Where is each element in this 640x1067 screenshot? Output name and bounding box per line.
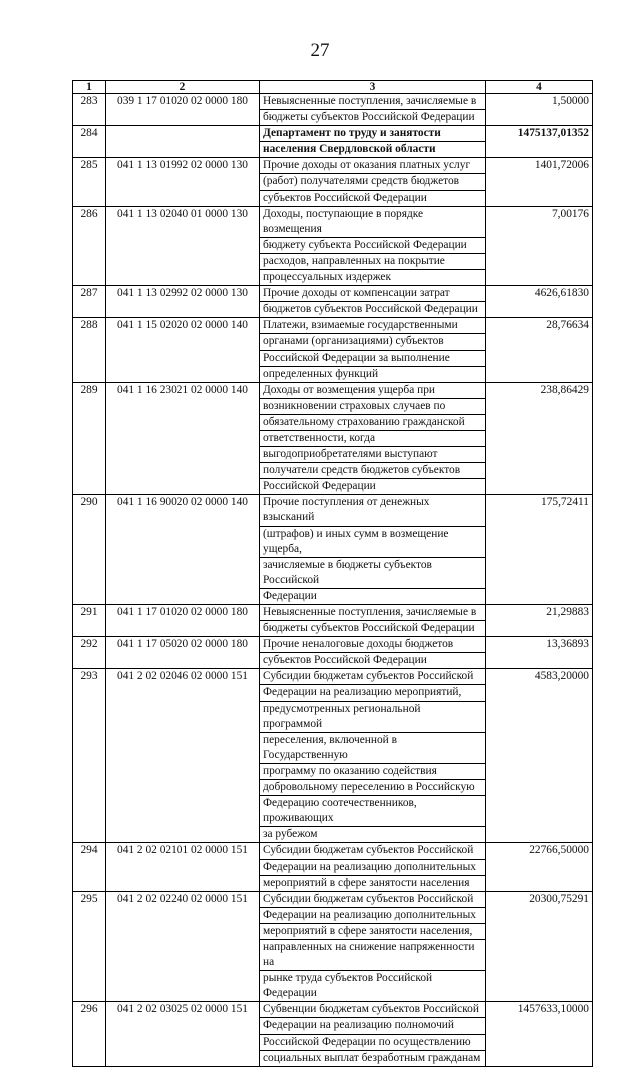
description-line: Доходы, поступающие в порядке возмещения [260, 207, 485, 238]
description-line: бюджеты субъектов Российской Федерации [263, 622, 475, 635]
table-row [73, 94, 593, 126]
row-number: 292 [73, 637, 106, 669]
description-line: мероприятий в сфере занятости населения, [260, 924, 485, 940]
description-line: мероприятий в сфере занятости населения [263, 876, 470, 889]
description-line: (работ) получателями средств бюджетов [260, 174, 485, 190]
revenue-table [72, 80, 593, 1067]
description-line: переселения, включенной в Государственную [260, 733, 485, 764]
description-line: рынке труда субъектов Российской Федерации [263, 972, 433, 1000]
amount: 1457633,10000 [486, 1002, 593, 1066]
column-header-code: 2 [106, 81, 260, 94]
row-number: 295 [73, 891, 106, 1002]
description-line: Федерации на реализацию дополнительных [260, 908, 485, 924]
table-body [73, 94, 593, 1067]
row-number: 283 [73, 94, 106, 126]
description-line: возникновении страховых случаев по [260, 399, 485, 415]
table-row [73, 206, 593, 285]
row-number: 287 [73, 286, 106, 318]
table-row [73, 669, 593, 843]
description-line: социальных выплат безработным гражданам [263, 1051, 481, 1064]
description-line: программу по оказанию содействия [260, 764, 485, 780]
revenue-description [260, 318, 486, 382]
table-row [73, 843, 593, 891]
amount: 7,00176 [486, 206, 593, 285]
budget-code: 041 2 02 02240 02 0000 151 [106, 891, 260, 1002]
description-line: Федерации [263, 589, 317, 602]
column-header-name: 3 [260, 81, 486, 94]
table-row [73, 605, 593, 637]
description-line: субъектов Российской Федерации [263, 654, 427, 667]
description-line: Субсидии бюджетам субъектов Российской [260, 843, 485, 859]
revenue-description [260, 158, 486, 206]
description-line: Российской Федерации за выполнение [260, 351, 485, 367]
budget-code: 041 2 02 02101 02 0000 151 [106, 843, 260, 891]
budget-code [106, 126, 260, 158]
revenue-description [260, 605, 486, 637]
description-line: Субвенции бюджетам субъектов Российской [260, 1002, 485, 1018]
description-line: Федерации на реализацию дополнительных [260, 860, 485, 876]
description-line: Прочие поступления от денежных взысканий [260, 495, 485, 526]
amount: 22766,50000 [486, 843, 593, 891]
description-line: получатели средств бюджетов субъектов [260, 463, 485, 479]
budget-code: 039 1 17 01020 02 0000 180 [106, 94, 260, 126]
description-line: бюджеты субъектов Российской Федерации [263, 111, 475, 124]
description-line: бюджетов субъектов Российской Федерации [263, 303, 478, 316]
description-line: предусмотренных региональной программой [260, 702, 485, 733]
amount: 20300,75291 [486, 891, 593, 1002]
amount: 28,76634 [486, 318, 593, 382]
revenue-description [260, 669, 486, 843]
description-line: органами (организациями) субъектов [260, 334, 485, 350]
row-number: 286 [73, 206, 106, 285]
description-line: (штрафов) и иных сумм в возмещение ущерба, [260, 527, 485, 558]
row-number: 288 [73, 318, 106, 382]
amount: 4583,20000 [486, 669, 593, 843]
description-line: бюджету субъекта Российской Федерации [260, 238, 485, 254]
description-line: Федерации на реализацию мероприятий, [260, 685, 485, 701]
revenue-description [260, 382, 486, 495]
table-header-row [73, 81, 593, 94]
description-line: Департамент по труду и занятости [260, 126, 485, 142]
description-line: направленных на снижение напряженности на [260, 940, 485, 971]
amount: 4626,61830 [486, 286, 593, 318]
revenue-description [260, 206, 486, 285]
revenue-description [260, 286, 486, 318]
table-row [73, 126, 593, 158]
row-number: 293 [73, 669, 106, 843]
amount: 13,36893 [486, 637, 593, 669]
description-line: Субсидии бюджетам субъектов Российской [260, 669, 485, 685]
budget-code: 041 1 13 02040 01 0000 130 [106, 206, 260, 285]
description-line: добровольному переселению в Российскую [260, 780, 485, 796]
description-line: Российской Федерации [263, 480, 376, 493]
description-line: определенных функций [263, 367, 379, 380]
revenue-description [260, 126, 486, 158]
description-line: зачисляемые в бюджеты субъектов Российской [260, 558, 485, 589]
description-line: Доходы от возмещения ущерба при [260, 383, 485, 399]
description-line: Субсидии бюджетам субъектов Российской [260, 892, 485, 908]
table-row [73, 637, 593, 669]
description-line: Невыясненные поступления, зачисляемые в [260, 605, 485, 621]
amount: 175,72411 [486, 495, 593, 605]
column-header-number: 1 [73, 81, 106, 94]
budget-code: 041 1 16 90020 02 0000 140 [106, 495, 260, 605]
amount: 1,50000 [486, 94, 593, 126]
description-line: Федерации на реализацию полномочий [260, 1018, 485, 1034]
amount: 1475137,01352 [486, 126, 593, 158]
row-number: 289 [73, 382, 106, 495]
row-number: 290 [73, 495, 106, 605]
description-line: обязательному страхованию гражданской [260, 415, 485, 431]
table-row [73, 382, 593, 495]
description-line: Прочие доходы от оказания платных услуг [260, 158, 485, 174]
page-number: 27 [310, 40, 330, 61]
description-line: Прочие доходы от компенсации затрат [260, 286, 485, 302]
row-number: 296 [73, 1002, 106, 1066]
description-line: расходов, направленных на покрытие [260, 254, 485, 270]
budget-code: 041 1 17 05020 02 0000 180 [106, 637, 260, 669]
description-line: Федерацию соотечественников, проживающих [260, 796, 485, 827]
budget-code: 041 1 15 02020 02 0000 140 [106, 318, 260, 382]
revenue-description [260, 843, 486, 891]
column-header-amount: 4 [486, 81, 593, 94]
revenue-description [260, 94, 486, 126]
description-line: выгодоприобретателями выступают [260, 447, 485, 463]
description-line: населения Свердловской области [263, 143, 436, 156]
amount: 1401,72006 [486, 158, 593, 206]
description-line: процессуальных издержек [263, 271, 391, 284]
description-line: Платежи, взимаемые государственными [260, 318, 485, 334]
description-line: Невыясненные поступления, зачисляемые в [260, 94, 485, 110]
description-line: ответственности, когда [260, 431, 485, 447]
revenue-description [260, 1002, 486, 1066]
budget-code: 041 1 17 01020 02 0000 180 [106, 605, 260, 637]
table-row [73, 286, 593, 318]
amount: 238,86429 [486, 382, 593, 495]
budget-code: 041 1 13 02992 02 0000 130 [106, 286, 260, 318]
table-row [73, 495, 593, 605]
description-line: субъектов Российской Федерации [263, 191, 427, 204]
table-row [73, 318, 593, 382]
revenue-description [260, 495, 486, 605]
budget-code: 041 2 02 03025 02 0000 151 [106, 1002, 260, 1066]
description-line: за рубежом [263, 828, 318, 841]
table-row [73, 891, 593, 1002]
budget-code: 041 2 02 02046 02 0000 151 [106, 669, 260, 843]
table-row [73, 158, 593, 206]
row-number: 291 [73, 605, 106, 637]
table-row [73, 1002, 593, 1066]
revenue-description [260, 891, 486, 1002]
row-number: 285 [73, 158, 106, 206]
revenue-description [260, 637, 486, 669]
amount: 21,29883 [486, 605, 593, 637]
budget-code: 041 1 16 23021 02 0000 140 [106, 382, 260, 495]
budget-code: 041 1 13 01992 02 0000 130 [106, 158, 260, 206]
description-line: Прочие неналоговые доходы бюджетов [260, 637, 485, 653]
description-line: Российской Федерации по осуществлению [260, 1035, 485, 1051]
row-number: 294 [73, 843, 106, 891]
row-number: 284 [73, 126, 106, 158]
